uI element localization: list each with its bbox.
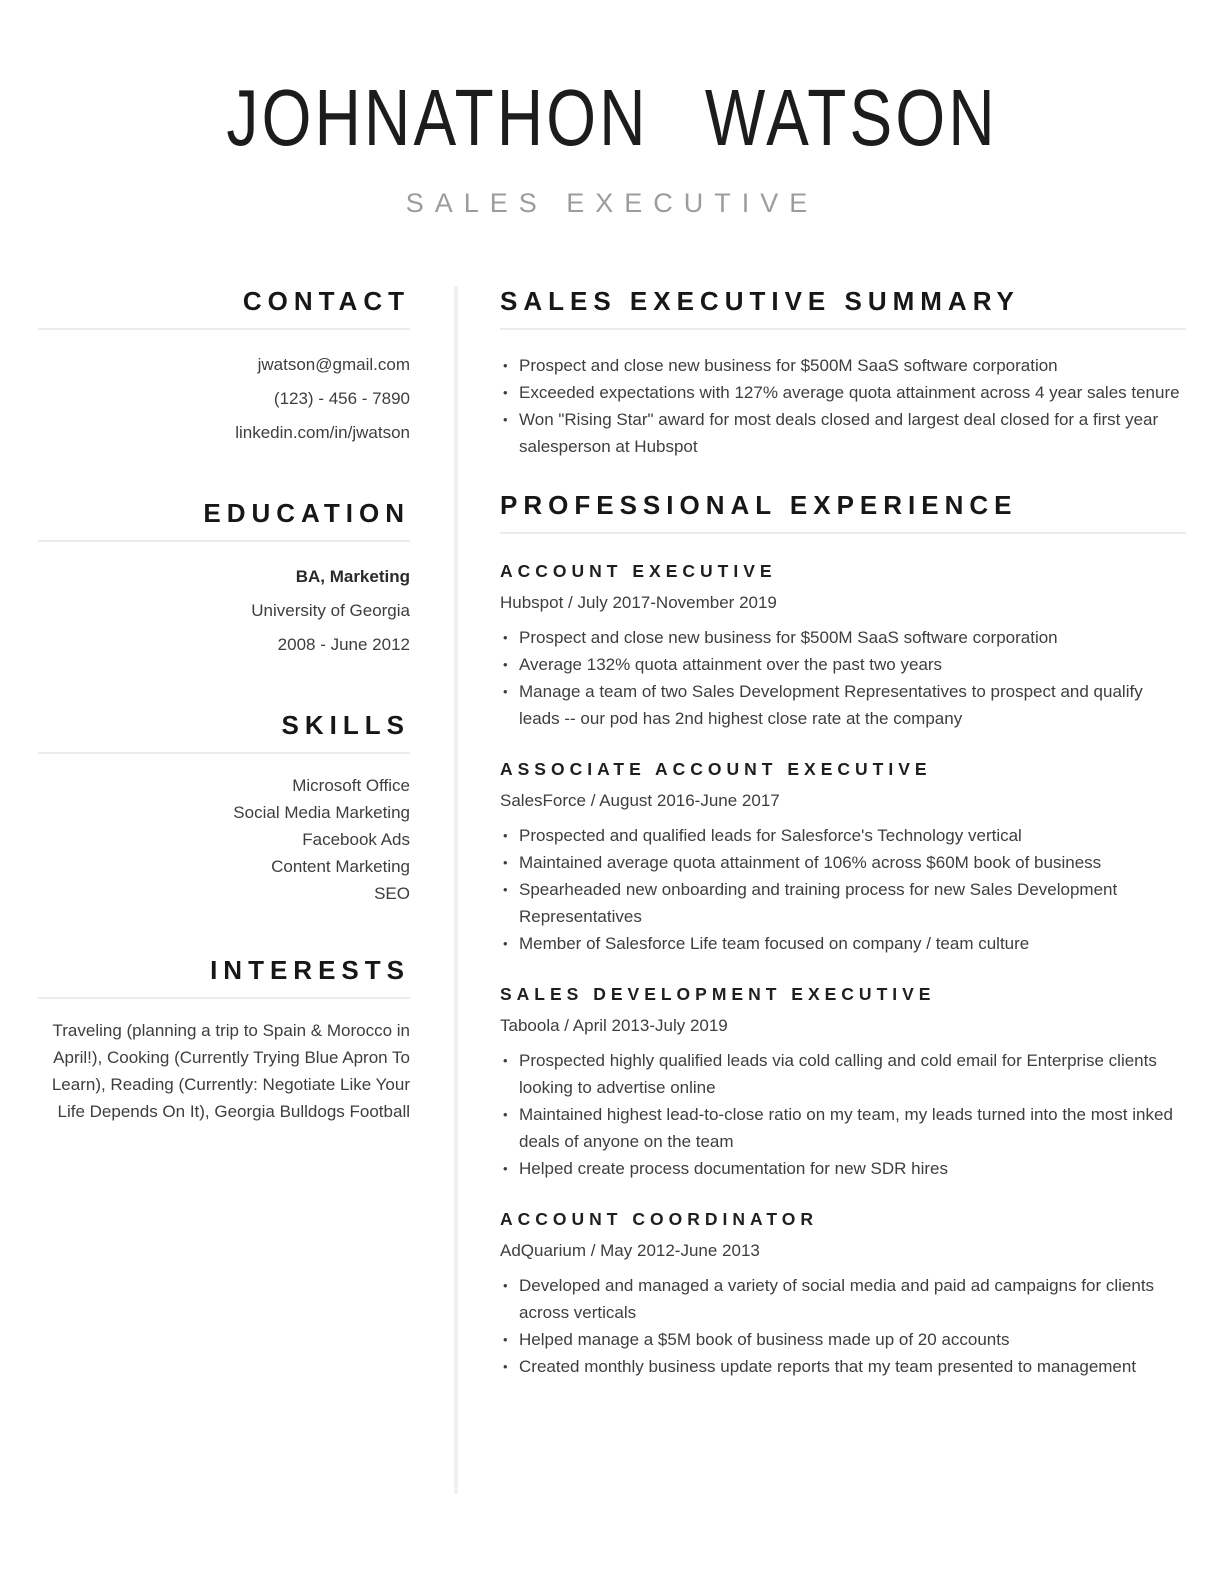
bullet-text: • Spearheaded new onboarding and training process for new Sales Development Representatives [519, 880, 1118, 926]
skill-item: Social Media Marketing [233, 803, 410, 822]
bullet-item [500, 379, 1186, 406]
bullet-text: • Prospect and close new business for $500M SaaS software corporation [519, 356, 1058, 375]
education-dates: 2008 - June 2012 [277, 635, 410, 654]
bullet-item [500, 678, 1186, 732]
interests-heading: INTERESTS [210, 955, 410, 985]
interests-text: Traveling (planning a trip to Spain & Morocco in April!), Cooking (Currently Trying Blue Apron To Learn), Reading (Currently: Negotiate Like Your Life Depends On It), Georgia Bulldogs Football [51, 1021, 410, 1121]
skill-item: SEO [374, 884, 410, 903]
job-title: ASSOCIATE ACCOUNT EXECUTIVE [500, 759, 932, 779]
bullet-item [500, 1326, 1186, 1353]
contact-heading: CONTACT [242, 286, 410, 316]
bullet-item [500, 822, 1186, 849]
job-bullets [500, 624, 1186, 732]
contact-items [38, 348, 410, 450]
education-degree: BA, Marketing [295, 567, 410, 586]
bullet-text: • Helped manage a $5M book of business made up of 20 accounts [519, 1330, 1010, 1349]
job-meta: Hubspot / July 2017-November 2019 [500, 593, 777, 612]
skills-heading: SKILLS [281, 710, 410, 740]
candidate-title: SALES EXECUTIVE [405, 188, 819, 218]
contact-linkedin: linkedin.com/in/jwatson [235, 423, 410, 442]
bullet-item [500, 876, 1186, 930]
sidebar [38, 286, 410, 1380]
bullet-item [500, 930, 1186, 957]
experience-section [500, 490, 1186, 1380]
bullet-item [500, 1101, 1186, 1155]
education-section [38, 498, 410, 662]
job-entry [500, 560, 1186, 732]
bullet-text: • Average 132% quota attainment over the past two years [519, 655, 943, 674]
bullet-text: • Prospect and close new business for $500M SaaS software corporation [519, 628, 1058, 647]
job-bullets [500, 1047, 1186, 1182]
summary-section [500, 286, 1186, 460]
bullet-text: • Maintained highest lead-to-close ratio on my team, my leads turned into the most inked deals of anyone on the team [519, 1105, 1173, 1151]
skill-item: Microsoft Office [292, 776, 410, 795]
candidate-name: JOHNATHON WATSON [226, 73, 998, 162]
job-meta: Taboola / April 2013-July 2019 [500, 1016, 728, 1035]
main-content [500, 286, 1186, 1380]
education-items [38, 560, 410, 662]
contact-divider [38, 328, 410, 330]
bullet-text: • Prospected highly qualified leads via cold calling and cold email for Enterprise clients looking to advertise online [519, 1051, 1157, 1097]
summary-heading: SALES EXECUTIVE SUMMARY [500, 286, 1020, 316]
education-divider [38, 540, 410, 542]
skill-item: Facebook Ads [302, 830, 410, 849]
contact-phone: (123) - 456 - 7890 [273, 389, 410, 408]
bullet-item [500, 624, 1186, 651]
job-title: ACCOUNT COORDINATOR [500, 1209, 818, 1229]
bullet-text: • Created monthly business update reports that my team presented to management [519, 1357, 1137, 1376]
job-entry [500, 758, 1186, 957]
skills-items [38, 772, 410, 907]
job-meta: SalesForce / August 2016-June 2017 [500, 791, 780, 810]
contact-section [38, 286, 410, 450]
experience-divider [500, 532, 1186, 534]
bullet-text: • Helped create process documentation for new SDR hires [519, 1159, 948, 1178]
education-school: University of Georgia [251, 601, 410, 620]
bullet-text: • Maintained average quota attainment of 106% across $60M book of business [519, 853, 1102, 872]
bullet-item [500, 1155, 1186, 1182]
job-bullets [500, 822, 1186, 957]
bullet-item [500, 1353, 1186, 1380]
interests-divider [38, 997, 410, 999]
columns [0, 286, 1224, 1380]
bullet-text: • Won "Rising Star" award for most deals closed and largest deal closed for a first year salesperson at Hubspot [519, 410, 1159, 456]
bullet-item [500, 651, 1186, 678]
skills-section [38, 710, 410, 907]
job-entry [500, 1208, 1186, 1380]
bullet-item [500, 1272, 1186, 1326]
candidate-name-wrap [0, 72, 1224, 164]
bullet-item [500, 352, 1186, 379]
job-bullets [500, 1272, 1186, 1380]
summary-bullets [500, 352, 1186, 460]
bullet-item [500, 406, 1186, 460]
bullet-item [500, 849, 1186, 876]
bullet-text: • Developed and managed a variety of social media and paid ad campaigns for clients across verticals [519, 1276, 1155, 1322]
summary-divider [500, 328, 1186, 330]
skill-item: Content Marketing [271, 857, 410, 876]
bullet-text: • Member of Salesforce Life team focused on company / team culture [519, 934, 1030, 953]
job-title: ACCOUNT EXECUTIVE [500, 561, 777, 581]
bullet-text: • Exceeded expectations with 127% average quota attainment across 4 year sales tenure [519, 383, 1180, 402]
job-entry [500, 983, 1186, 1182]
bullet-item [500, 1047, 1186, 1101]
job-meta: AdQuarium / May 2012-June 2013 [500, 1241, 760, 1260]
job-title: SALES DEVELOPMENT EXECUTIVE [500, 984, 936, 1004]
resume-header [0, 0, 1224, 219]
interests-section [38, 955, 410, 1125]
bullet-text: • Prospected and qualified leads for Salesforce's Technology vertical [519, 826, 1022, 845]
bullet-text: • Manage a team of two Sales Development Representatives to prospect and qualify leads -- our pod has 2nd highest close rate at the company [519, 682, 1143, 728]
education-heading: EDUCATION [203, 498, 410, 528]
contact-email: jwatson@gmail.com [257, 355, 410, 374]
skills-divider [38, 752, 410, 754]
experience-heading: PROFESSIONAL EXPERIENCE [500, 490, 1018, 520]
